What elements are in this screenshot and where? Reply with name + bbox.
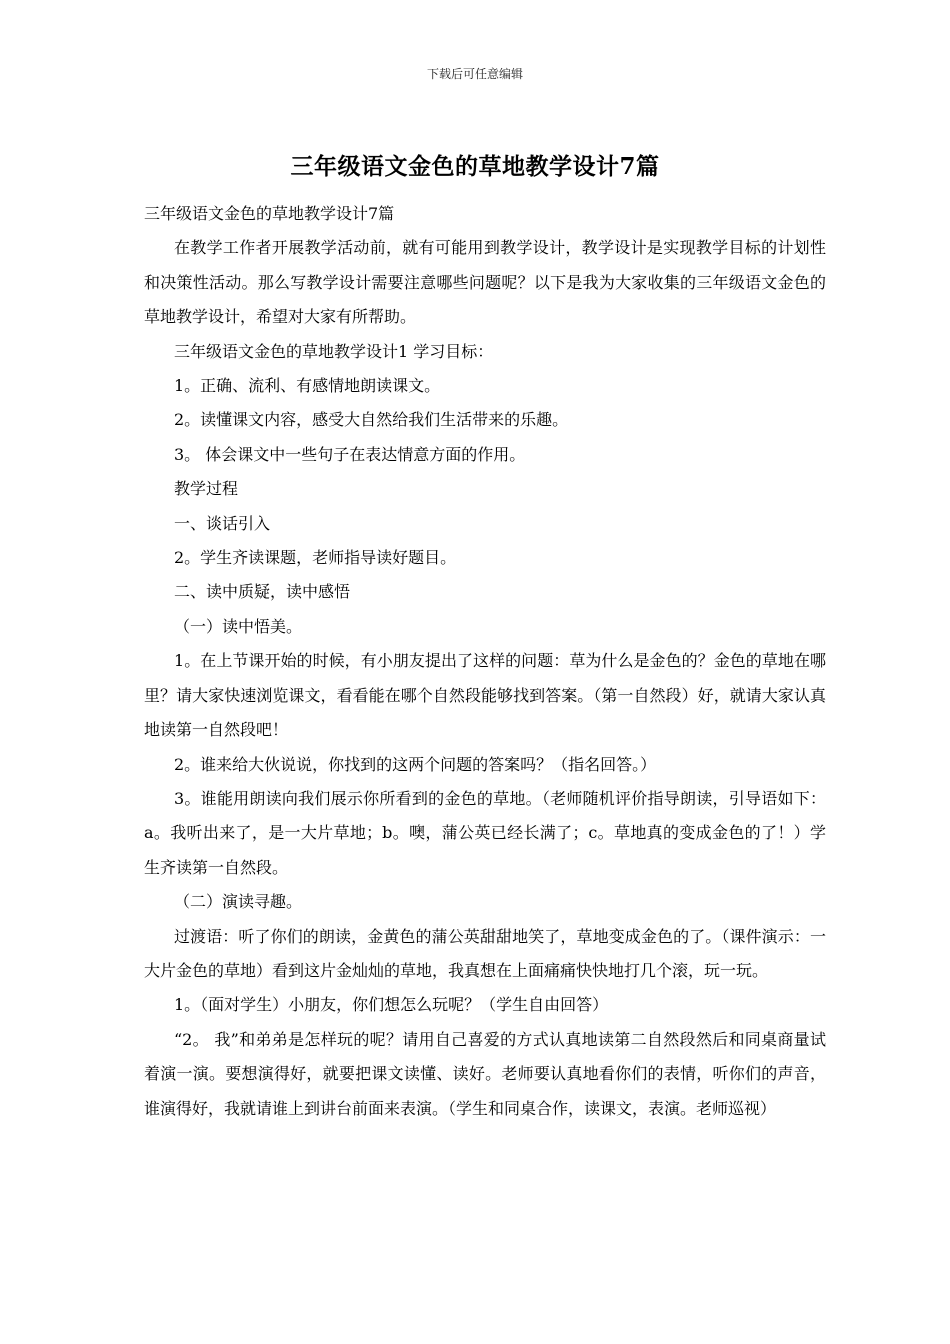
paragraph-subsection-1: （一）读中悟美。 [174, 616, 303, 636]
paragraph-objective-1: 1。正确、流利、有感情地朗读课文。 [174, 376, 441, 396]
paragraph-design-1-objectives: 三年级语文金色的草地教学设计1 学习目标： [174, 341, 494, 361]
paragraph-intro: 在教学工作者开展教学活动前，就有可能用到教学设计，教学设计是实现教学目标的计划性和决策性活动。那么写教学设计需要注意哪些问题呢？以下是我为大家收集的三年级语文金色的草地教学设计，希望对大家有所帮助。 [144, 238, 826, 327]
paragraph-subsection-2: （二）演读寻趣。 [174, 892, 303, 912]
paragraph-section-1: 一、谈话引入 [174, 513, 271, 533]
paragraph-transition: 过渡语：听了你们的朗读，金黄色的蒲公英甜甜地笑了，草地变成金色的了。（课件演示：一大片金色的草地）看到这片金灿灿的草地，我真想在上面痛痛快快地打几个滚，玩一玩。 [144, 926, 826, 980]
paragraph-objective-3: 3。 体会课文中一些句子在表达情意方面的作用。 [174, 444, 526, 464]
paragraph-step-2: 2。学生齐读课题，老师指导读好题目。 [174, 548, 457, 568]
paragraph-objective-2: 2。读懂课文内容，感受大自然给我们生活带来的乐趣。 [174, 410, 569, 430]
paragraph-item-1: 1。在上节课开始的时候，有小朋友提出了这样的问题：草为什么是金色的？金色的草地在哪里？请大家快速浏览课文，看看能在哪个自然段能够找到答案。（第一自然段）好，就请大家认真地读第一自然段吧！ [144, 651, 826, 740]
paragraph-item-3: 3。谁能用朗读向我们展示你所看到的金色的草地。（老师随机评价指导朗读，引导语如下：a。我听出来了，是一大片草地；b。噢，蒲公英已经长满了；c。草地真的变成金色的了！）学生齐读第一自然段。 [144, 788, 826, 877]
document-title: 三年级语文金色的草地教学设计7篇 [290, 153, 660, 180]
page-header-note: 下载后可任意编辑 [426, 67, 523, 81]
document-body [144, 197, 826, 1126]
document-subtitle: 三年级语文金色的草地教学设计7篇 [144, 204, 395, 223]
paragraph-play-question: 1。（面对学生）小朋友，你们想怎么玩呢？（学生自由回答） [174, 995, 609, 1015]
paragraph-teaching-process: 教学过程 [174, 479, 239, 499]
paragraph-play-instruction: “2。 我”和弟弟是怎样玩的呢？请用自己喜爱的方式认真地读第二自然段然后和同桌商量试着演一演。要想演得好，就要把课文读懂、读好。老师要认真地看你们的表情，听你们的声音，谁演得好，我就请谁上到讲台前面来表演。（学生和同桌合作，读课文，表演。老师巡视） [144, 1029, 826, 1118]
paragraph-section-2: 二、读中质疑，读中感悟 [174, 582, 351, 602]
paragraph-item-2: 2。谁来给大伙说说，你找到的这两个问题的答案吗？（指名回答。） [174, 754, 657, 774]
